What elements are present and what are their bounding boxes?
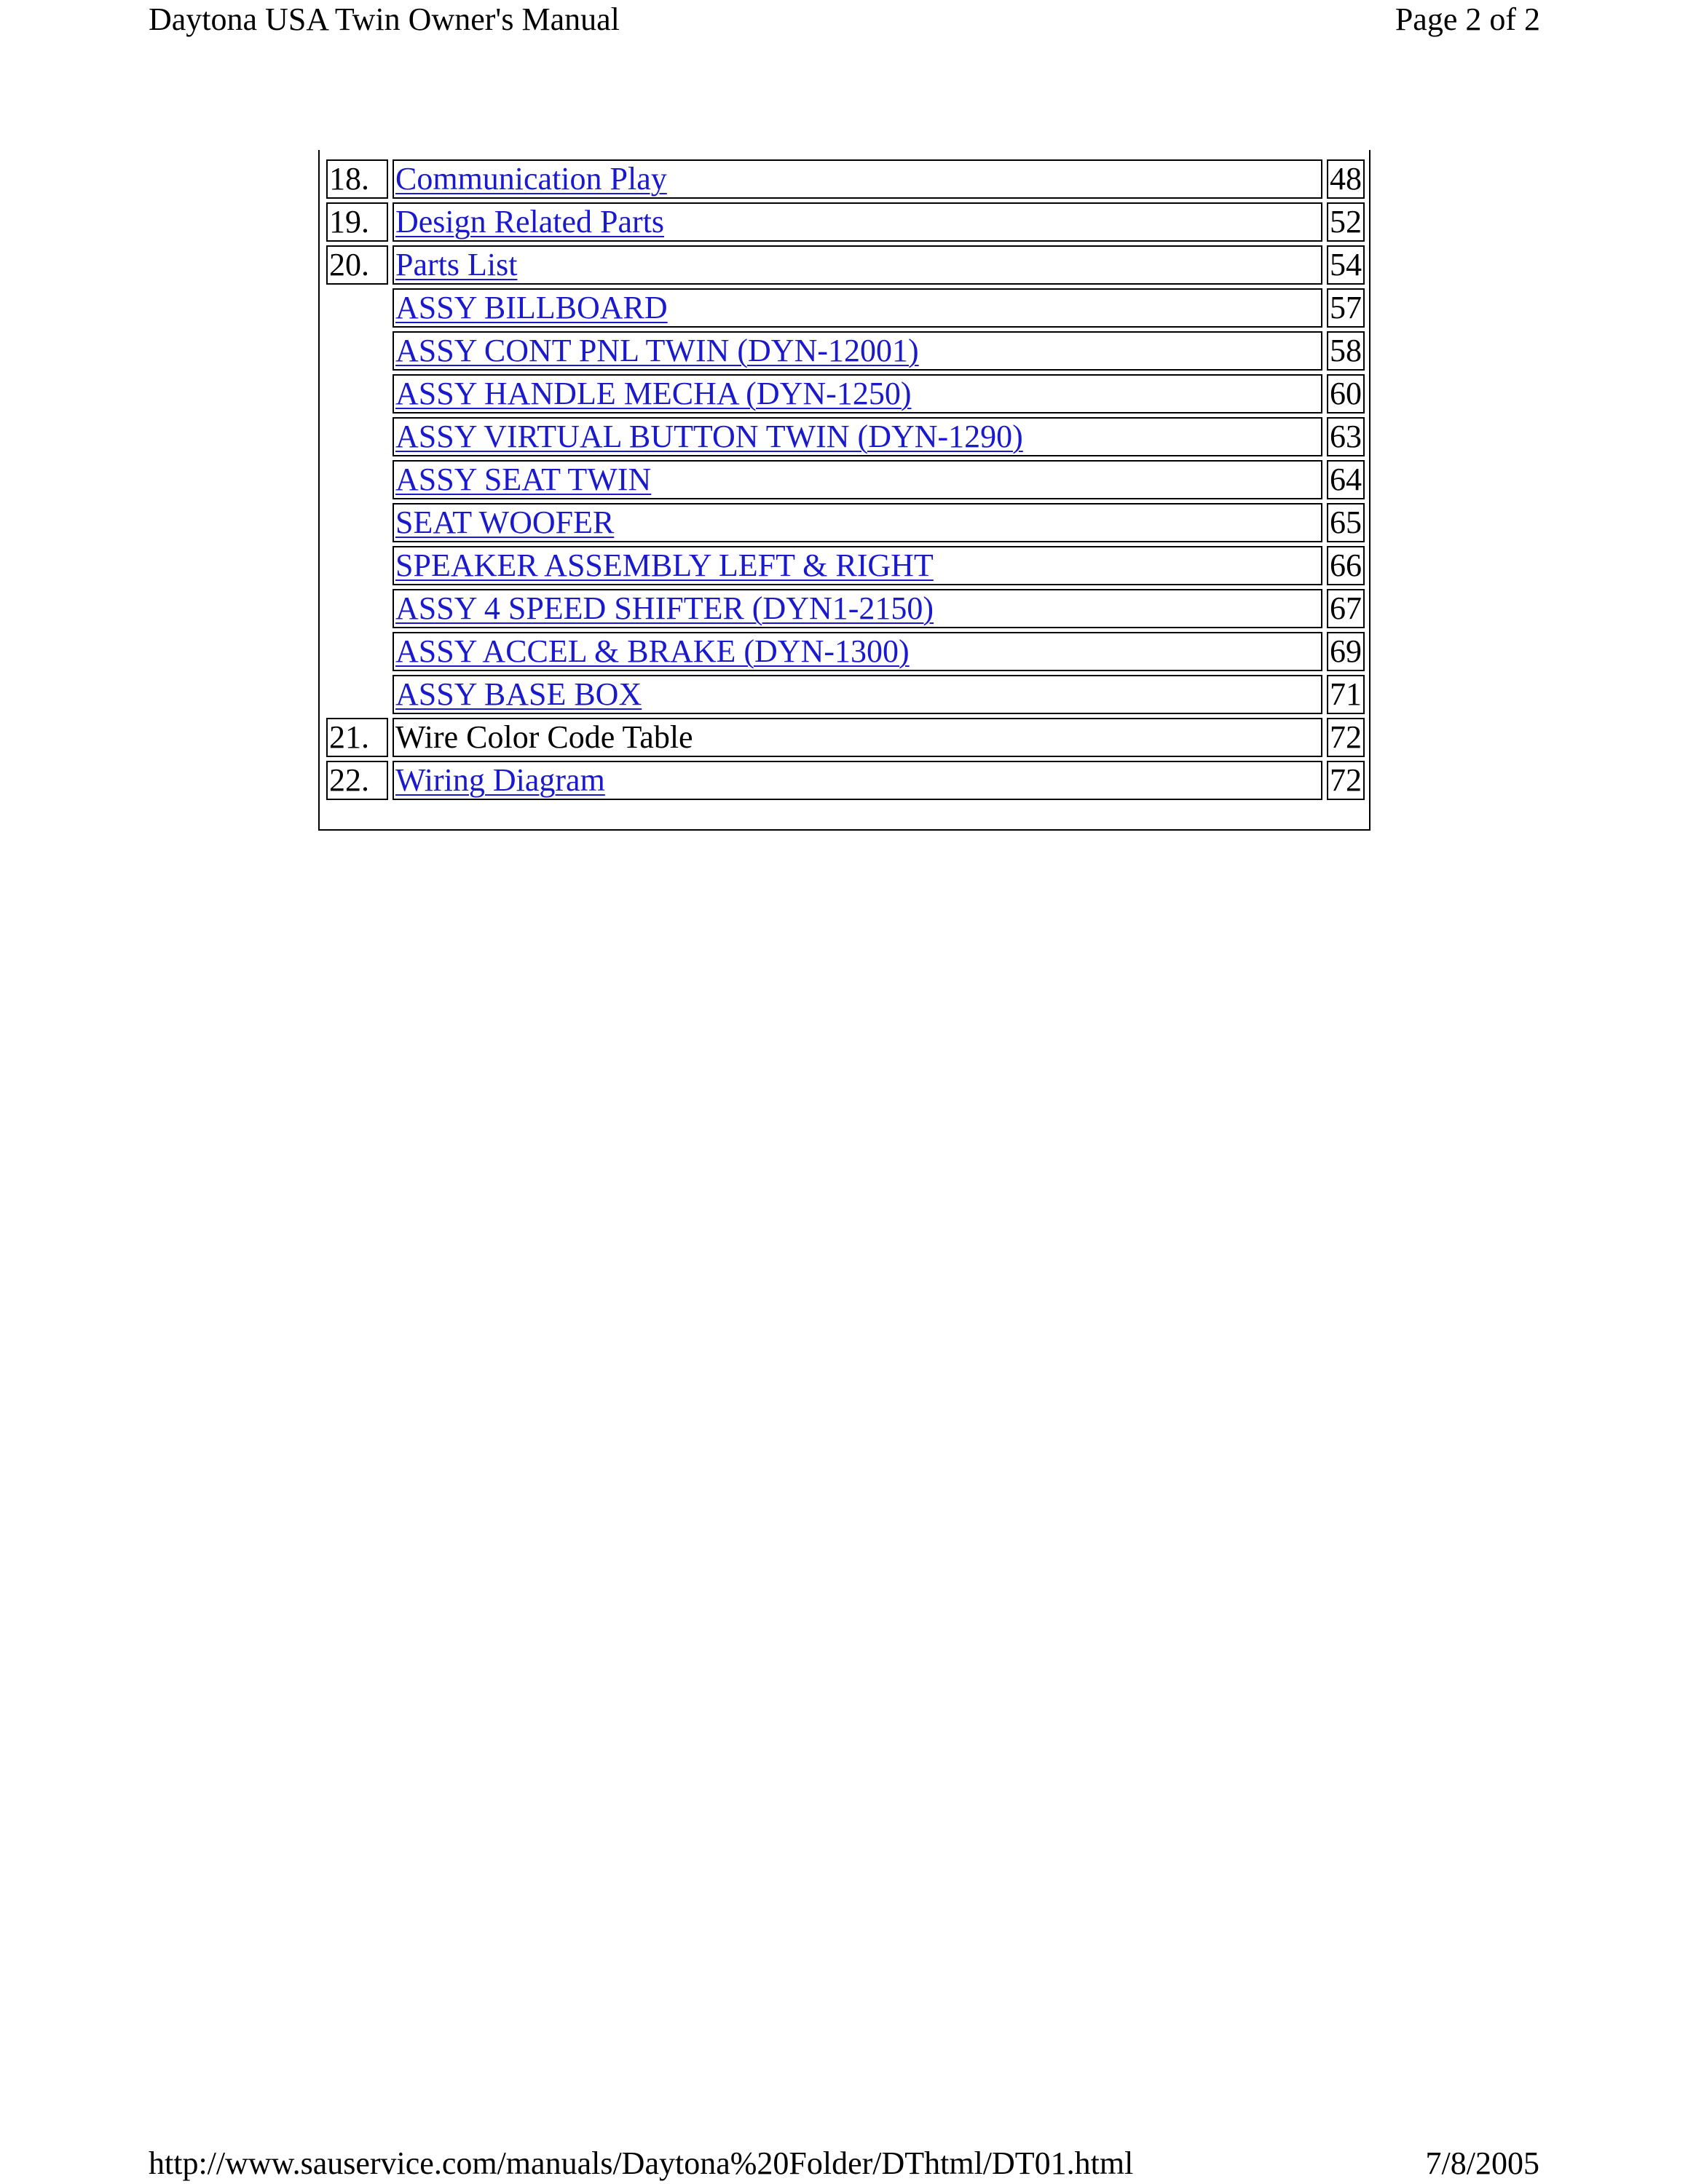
toc-entry-page-number: 72	[1327, 718, 1365, 757]
toc-entry-title-cell	[393, 202, 1322, 242]
toc-entry-title-cell	[393, 374, 1322, 414]
toc-row	[326, 417, 1365, 456]
toc-body	[326, 159, 1365, 800]
toc-table	[322, 156, 1369, 804]
toc-entry-link[interactable]: ASSY SEAT TWIN	[395, 462, 652, 497]
page-indicator: Page 2 of 2	[1395, 1, 1540, 37]
toc-row	[326, 632, 1365, 671]
toc-entry-title-cell	[393, 503, 1322, 542]
toc-entry-number	[326, 331, 388, 371]
document-title: Daytona USA Twin Owner's Manual	[149, 1, 620, 37]
toc-entry-number	[326, 632, 388, 671]
toc-entry-title-cell	[393, 288, 1322, 328]
toc-entry-page-number: 58	[1327, 331, 1365, 371]
toc-entry-title-cell	[393, 718, 1322, 757]
toc-entry-number: 22.	[326, 761, 388, 800]
toc-entry-title-cell	[393, 546, 1322, 585]
toc-row	[326, 460, 1365, 499]
toc-entry-title-cell	[393, 589, 1322, 628]
toc-entry-number	[326, 589, 388, 628]
toc-row	[326, 374, 1365, 414]
toc-row	[326, 202, 1365, 242]
toc-entry-link[interactable]: Design Related Parts	[395, 204, 665, 240]
toc-entry-link[interactable]: SPEAKER ASSEMBLY LEFT & RIGHT	[395, 547, 934, 583]
toc-entry-link[interactable]: Communication Play	[395, 161, 667, 197]
toc-entry-number	[326, 675, 388, 714]
toc-row	[326, 503, 1365, 542]
toc-entry-page-number: 65	[1327, 503, 1365, 542]
toc-entry-link[interactable]: ASSY BILLBOARD	[395, 290, 668, 325]
toc-entry-number	[326, 503, 388, 542]
toc-entry-link[interactable]: SEAT WOOFER	[395, 505, 615, 540]
toc-entry-link[interactable]: ASSY BASE BOX	[395, 676, 642, 712]
toc-entry-title-cell	[393, 159, 1322, 199]
toc-entry-page-number: 57	[1327, 288, 1365, 328]
toc-entry-title-cell	[393, 460, 1322, 499]
toc-entry-page-number: 54	[1327, 245, 1365, 285]
toc-entry-text: Wire Color Code Table	[395, 719, 693, 755]
toc-entry-title-cell	[393, 632, 1322, 671]
toc-entry-number	[326, 460, 388, 499]
toc-entry-link[interactable]: ASSY VIRTUAL BUTTON TWIN (DYN-1290)	[395, 419, 1023, 454]
toc-entry-number	[326, 417, 388, 456]
toc-entry-link[interactable]: ASSY ACCEL & BRAKE (DYN-1300)	[395, 633, 910, 669]
toc-row	[326, 546, 1365, 585]
toc-entry-link[interactable]: ASSY CONT PNL TWIN (DYN-12001)	[395, 333, 919, 368]
toc-entry-page-number: 72	[1327, 761, 1365, 800]
toc-entry-title-cell	[393, 675, 1322, 714]
source-url: http://www.sauservice.com/manuals/Daytona%20Folder/DThtml/DT01.html	[149, 2145, 1134, 2181]
toc-entry-page-number: 48	[1327, 159, 1365, 199]
toc-entry-page-number: 64	[1327, 460, 1365, 499]
toc-row	[326, 761, 1365, 800]
table-of-contents	[318, 150, 1370, 831]
toc-row	[326, 675, 1365, 714]
toc-row	[326, 288, 1365, 328]
toc-row	[326, 718, 1365, 757]
toc-entry-page-number: 66	[1327, 546, 1365, 585]
toc-entry-number: 20.	[326, 245, 388, 285]
toc-entry-number	[326, 546, 388, 585]
toc-entry-page-number: 52	[1327, 202, 1365, 242]
toc-entry-number: 21.	[326, 718, 388, 757]
toc-entry-link[interactable]: Wiring Diagram	[395, 762, 605, 798]
toc-entry-number	[326, 288, 388, 328]
toc-entry-title-cell	[393, 331, 1322, 371]
toc-row	[326, 159, 1365, 199]
toc-entry-page-number: 69	[1327, 632, 1365, 671]
toc-entry-page-number: 67	[1327, 589, 1365, 628]
toc-row	[326, 331, 1365, 371]
toc-entry-title-cell	[393, 245, 1322, 285]
toc-row	[326, 245, 1365, 285]
toc-entry-page-number: 60	[1327, 374, 1365, 414]
toc-entry-number	[326, 374, 388, 414]
print-date: 7/8/2005	[1425, 2145, 1539, 2181]
toc-entry-page-number: 71	[1327, 675, 1365, 714]
toc-entry-title-cell	[393, 761, 1322, 800]
toc-entry-link[interactable]: ASSY HANDLE MECHA (DYN-1250)	[395, 376, 912, 411]
toc-entry-number: 19.	[326, 202, 388, 242]
toc-entry-title-cell	[393, 417, 1322, 456]
toc-entry-number: 18.	[326, 159, 388, 199]
toc-entry-link[interactable]: Parts List	[395, 247, 518, 282]
toc-entry-link[interactable]: ASSY 4 SPEED SHIFTER (DYN1-2150)	[395, 590, 934, 626]
toc-row	[326, 589, 1365, 628]
toc-entry-page-number: 63	[1327, 417, 1365, 456]
